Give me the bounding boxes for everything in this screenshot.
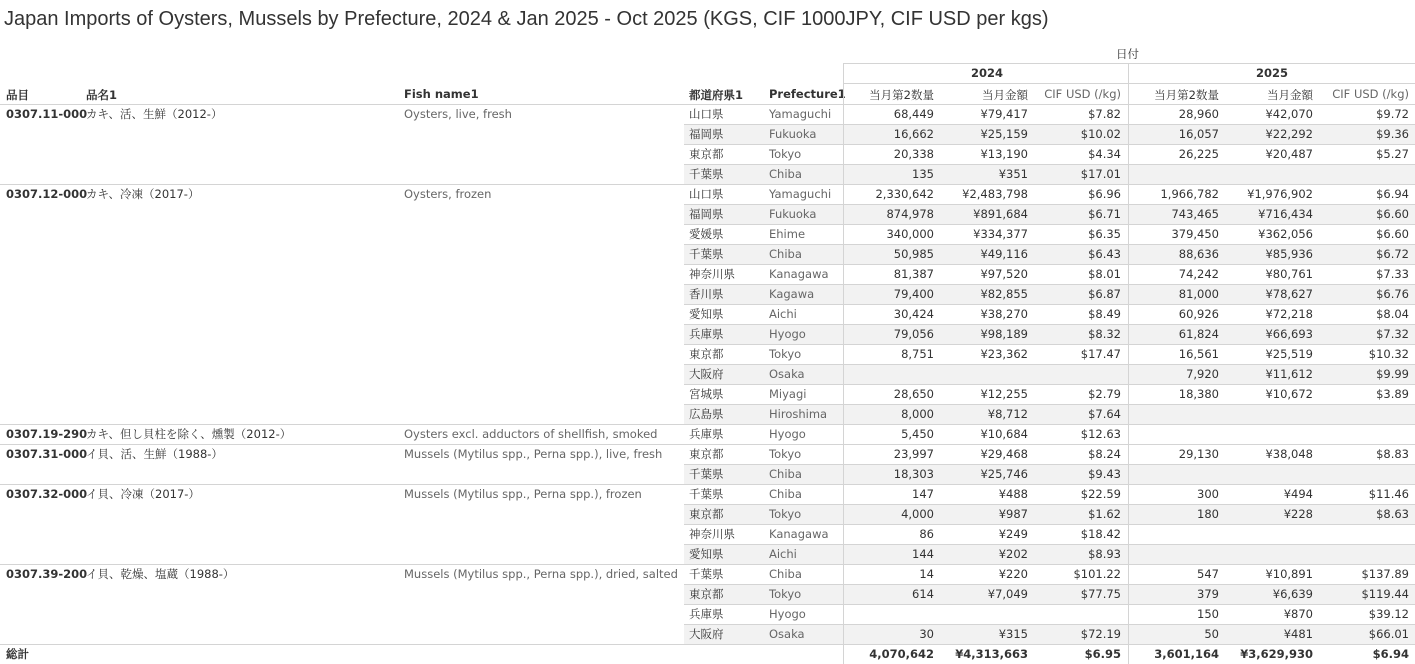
qty-2025: [1129, 424, 1219, 444]
amount-2024: ¥82,855: [980, 287, 1028, 301]
usd-per-kg-2024: $6.43: [1088, 247, 1121, 261]
column-separator-2025: [1128, 63, 1129, 664]
usd-per-kg-2025: $119.44: [1361, 587, 1409, 601]
amount-2024: ¥334,377: [973, 227, 1028, 241]
header-divider-mid: [844, 83, 1415, 84]
prefecture-en: Aichi: [769, 547, 797, 561]
year-2024-header: 2024: [971, 66, 1004, 80]
usd-per-kg-2024: $10.02: [1080, 127, 1121, 141]
amount-2025: ¥38,048: [1265, 447, 1313, 461]
row-divider: [684, 344, 1415, 345]
prefecture-jp: 福岡県: [689, 207, 724, 221]
amount-2025: ¥1,976,902: [1247, 187, 1313, 201]
usd-per-kg-2024: $9.43: [1088, 467, 1121, 481]
usd-per-kg-2025: $9.36: [1376, 127, 1409, 141]
row-divider: [684, 324, 1415, 325]
amount-2025: [1219, 524, 1313, 544]
qty-2025: 1,966,782: [1160, 187, 1219, 201]
prefecture-en: Fukuoka: [769, 127, 817, 141]
qty-2025: 88,636: [1178, 247, 1219, 261]
column-header-name[interactable]: 品名1: [86, 88, 118, 102]
usd-per-kg-2025: $6.60: [1376, 207, 1409, 221]
qty-2025: 547: [1197, 567, 1219, 581]
usd-per-kg-2025: $6.72: [1376, 247, 1409, 261]
prefecture-en: Tokyo: [769, 147, 802, 161]
prefecture-jp: 兵庫県: [689, 327, 724, 341]
qty-2024: [844, 604, 934, 624]
amount-2024: ¥7,049: [987, 587, 1028, 601]
usd-per-kg-2024: $12.63: [1080, 427, 1121, 441]
amount-2025: ¥72,218: [1265, 307, 1313, 321]
total-amount-2025: ¥3,629,930: [1240, 647, 1313, 661]
fish-name: Mussels (Mytilus spp., Perna spp.), frozen: [404, 487, 642, 501]
amount-2024: ¥13,190: [980, 147, 1028, 161]
qty-2024: 50,985: [893, 247, 934, 261]
usd-per-kg-2025: [1313, 464, 1409, 484]
amount-2025: ¥22,292: [1265, 127, 1313, 141]
column-header-amt-2024[interactable]: 当月金額: [982, 88, 1028, 102]
usd-per-kg-2024: $7.82: [1088, 107, 1121, 121]
total-usd-2024: $6.95: [1084, 647, 1121, 661]
usd-per-kg-2024: [1028, 364, 1121, 384]
qty-2024: 23,997: [893, 447, 934, 461]
qty-2025: [1129, 544, 1219, 564]
usd-per-kg-2025: $7.33: [1376, 267, 1409, 281]
usd-per-kg-2024: $101.22: [1073, 567, 1121, 581]
qty-2024: 20,338: [893, 147, 934, 161]
row-divider: [684, 464, 1415, 465]
qty-2025: 60,926: [1178, 307, 1219, 321]
amount-2024: ¥25,746: [980, 467, 1028, 481]
qty-2025: 300: [1197, 487, 1219, 501]
fish-name: Mussels (Mytilus spp., Perna spp.), live, fresh: [404, 447, 663, 461]
page-title: Japan Imports of Oysters, Mussels by Prefecture, 2024 & Jan 2025 - Oct 2025 (KGS, CIF 1000JPY, CIF USD per kgs): [4, 8, 1049, 30]
usd-per-kg-2024: $6.71: [1088, 207, 1121, 221]
qty-2024: 144: [912, 547, 934, 561]
usd-per-kg-2025: [1313, 404, 1409, 424]
amount-2024: [934, 604, 1028, 624]
amount-2024: ¥25,159: [980, 127, 1028, 141]
row-divider: [684, 624, 1415, 625]
qty-2025: 379,450: [1171, 227, 1219, 241]
qty-2024: 14: [919, 567, 934, 581]
usd-per-kg-2025: $39.12: [1368, 607, 1409, 621]
qty-2024: 5,450: [901, 427, 934, 441]
row-divider: [684, 544, 1415, 545]
prefecture-jp: 香川県: [689, 287, 724, 301]
prefecture-jp: 東京都: [689, 347, 724, 361]
column-header-qty-2025[interactable]: 当月第2数量: [1154, 88, 1219, 102]
usd-per-kg-2025: $11.46: [1368, 487, 1409, 501]
amount-2024: ¥23,362: [980, 347, 1028, 361]
qty-2025: 16,057: [1178, 127, 1219, 141]
row-divider: [684, 264, 1415, 265]
prefecture-jp: 愛知県: [689, 547, 724, 561]
amount-2025: ¥870: [1283, 607, 1313, 621]
prefecture-en: Chiba: [769, 487, 802, 501]
prefecture-en: Hiroshima: [769, 407, 828, 421]
amount-2024: ¥202: [998, 547, 1028, 561]
amount-2025: ¥25,519: [1265, 347, 1313, 361]
row-divider: [684, 284, 1415, 285]
prefecture-en: Osaka: [769, 627, 805, 641]
row-divider: [684, 404, 1415, 405]
total-qty-2025: 3,601,164: [1154, 647, 1219, 661]
prefecture-en: Fukuoka: [769, 207, 817, 221]
column-header-pref-en[interactable]: Prefecture1: [769, 87, 846, 101]
total-amount-2024: ¥4,313,663: [955, 647, 1028, 661]
date-header: 日付: [1116, 47, 1139, 61]
amount-2025: ¥42,070: [1265, 107, 1313, 121]
usd-per-kg-2024: $22.59: [1080, 487, 1121, 501]
prefecture-en: Tokyo: [769, 447, 802, 461]
usd-per-kg-2024: $6.96: [1088, 187, 1121, 201]
amount-2025: ¥10,672: [1265, 387, 1313, 401]
amount-2025: ¥481: [1283, 627, 1313, 641]
qty-2025: 26,225: [1178, 147, 1219, 161]
row-divider: [684, 144, 1415, 145]
qty-2024: 79,056: [893, 327, 934, 341]
amount-2024: ¥8,712: [987, 407, 1028, 421]
amount-2025: ¥10,891: [1265, 567, 1313, 581]
qty-2025: [1129, 524, 1219, 544]
qty-2024: 28,650: [893, 387, 934, 401]
usd-per-kg-2025: $8.04: [1376, 307, 1409, 321]
prefecture-jp: 千葉県: [689, 247, 724, 261]
prefecture-jp: 東京都: [689, 507, 724, 521]
usd-per-kg-2024: [1028, 604, 1121, 624]
usd-per-kg-2024: $8.93: [1088, 547, 1121, 561]
item-code: 0307.11-000: [6, 107, 88, 121]
amount-2025: ¥85,936: [1265, 247, 1313, 261]
prefecture-jp: 千葉県: [689, 487, 724, 501]
amount-2025: ¥11,612: [1265, 367, 1313, 381]
row-divider: [684, 164, 1415, 165]
column-header-item[interactable]: 品目: [6, 88, 29, 102]
prefecture-jp: 兵庫県: [689, 427, 724, 441]
usd-per-kg-2025: $8.83: [1376, 447, 1409, 461]
prefecture-jp: 神奈川県: [689, 267, 735, 281]
prefecture-en: Hyogo: [769, 427, 806, 441]
usd-per-kg-2024: $8.49: [1088, 307, 1121, 321]
row-divider: [684, 364, 1415, 365]
amount-2025: [1219, 164, 1313, 184]
prefecture-en: Miyagi: [769, 387, 807, 401]
prefecture-en: Kagawa: [769, 287, 815, 301]
prefecture-en: Yamaguchi: [769, 187, 832, 201]
prefecture-en: Chiba: [769, 167, 802, 181]
total-qty-2024: 4,070,642: [869, 647, 934, 661]
amount-2024: ¥79,417: [980, 107, 1028, 121]
prefecture-en: Tokyo: [769, 507, 802, 521]
amount-2024: ¥987: [998, 507, 1028, 521]
prefecture-jp: 愛媛県: [689, 227, 724, 241]
amount-2024: ¥38,270: [980, 307, 1028, 321]
amount-2025: ¥66,693: [1265, 327, 1313, 341]
usd-per-kg-2024: $6.87: [1088, 287, 1121, 301]
usd-per-kg-2024: $1.62: [1088, 507, 1121, 521]
prefecture-jp: 山口県: [689, 107, 724, 121]
usd-per-kg-2025: $9.72: [1376, 107, 1409, 121]
fish-name: Oysters, live, fresh: [404, 107, 512, 121]
qty-2024: 147: [912, 487, 934, 501]
usd-per-kg-2024: $8.32: [1088, 327, 1121, 341]
qty-2025: 379: [1197, 587, 1219, 601]
qty-2024: 16,662: [893, 127, 934, 141]
row-divider: [684, 204, 1415, 205]
prefecture-jp: 東京都: [689, 447, 724, 461]
prefecture-jp: 山口県: [689, 187, 724, 201]
amount-2024: ¥49,116: [980, 247, 1028, 261]
prefecture-jp: 千葉県: [689, 467, 724, 481]
prefecture-jp: 広島県: [689, 407, 724, 421]
item-name: イ貝、冷凍（2017-）: [86, 487, 200, 501]
column-header-fish[interactable]: Fish name1: [404, 87, 479, 101]
qty-2024: 874,978: [886, 207, 934, 221]
usd-per-kg-2025: [1313, 524, 1409, 544]
qty-2025: 180: [1197, 507, 1219, 521]
prefecture-en: Yamaguchi: [769, 107, 832, 121]
fish-name: Mussels (Mytilus spp., Perna spp.), dried, salted: [404, 567, 678, 581]
year-2025-header: 2025: [1256, 66, 1289, 80]
prefecture-en: Chiba: [769, 247, 802, 261]
usd-per-kg-2025: [1313, 544, 1409, 564]
qty-2024: 614: [912, 587, 934, 601]
prefecture-jp: 神奈川県: [689, 527, 735, 541]
amount-2024: ¥220: [998, 567, 1028, 581]
row-divider: [684, 124, 1415, 125]
prefecture-jp: 千葉県: [689, 567, 724, 581]
usd-per-kg-2025: $3.89: [1376, 387, 1409, 401]
qty-2024: 30,424: [893, 307, 934, 321]
qty-2024: 135: [912, 167, 934, 181]
prefecture-en: Chiba: [769, 467, 802, 481]
usd-per-kg-2025: $9.99: [1376, 367, 1409, 381]
row-divider: [684, 524, 1415, 525]
qty-2024: 8,751: [901, 347, 934, 361]
qty-2024: 2,330,642: [875, 187, 934, 201]
qty-2025: 50: [1204, 627, 1219, 641]
prefecture-jp: 宮城県: [689, 387, 724, 401]
qty-2024: 18,303: [893, 467, 934, 481]
prefecture-en: Chiba: [769, 567, 802, 581]
usd-per-kg-2025: $6.94: [1376, 187, 1409, 201]
usd-per-kg-2024: $8.24: [1088, 447, 1121, 461]
item-code: 0307.32-000: [6, 487, 88, 501]
amount-2025: ¥20,487: [1265, 147, 1313, 161]
header-divider-top: [844, 63, 1415, 64]
usd-per-kg-2024: $4.34: [1088, 147, 1121, 161]
qty-2024: 81,387: [893, 267, 934, 281]
qty-2025: 18,380: [1178, 387, 1219, 401]
prefecture-jp: 福岡県: [689, 127, 724, 141]
usd-per-kg-2025: $137.89: [1361, 567, 1409, 581]
prefecture-en: Tokyo: [769, 587, 802, 601]
item-code: 0307.39-200: [6, 567, 88, 581]
qty-2025: 29,130: [1178, 447, 1219, 461]
amount-2024: ¥12,255: [980, 387, 1028, 401]
usd-per-kg-2024: $17.47: [1080, 347, 1121, 361]
prefecture-jp: 兵庫県: [689, 607, 724, 621]
amount-2025: [1219, 404, 1313, 424]
usd-per-kg-2024: $72.19: [1080, 627, 1121, 641]
prefecture-en: Kanagawa: [769, 267, 829, 281]
usd-per-kg-2025: [1313, 424, 1409, 444]
column-header-usd-2025[interactable]: CIF USD (/kg): [1332, 87, 1409, 101]
column-header-usd-2024[interactable]: CIF USD (/kg): [1044, 87, 1121, 101]
amount-2024: ¥315: [998, 627, 1028, 641]
qty-2025: [1129, 404, 1219, 424]
row-divider: [684, 504, 1415, 505]
row-divider: [684, 604, 1415, 605]
usd-per-kg-2024: $18.42: [1080, 527, 1121, 541]
prefecture-jp: 東京都: [689, 147, 724, 161]
amount-2025: ¥6,639: [1272, 587, 1313, 601]
qty-2025: [1129, 464, 1219, 484]
qty-2025: 61,824: [1178, 327, 1219, 341]
qty-2024: 8,000: [901, 407, 934, 421]
amount-2025: ¥716,434: [1258, 207, 1313, 221]
amount-2024: ¥10,684: [980, 427, 1028, 441]
item-name: カキ、但し貝柱を除く、燻製（2012-）: [86, 427, 292, 441]
row-divider: [684, 224, 1415, 225]
amount-2025: ¥80,761: [1265, 267, 1313, 281]
column-header-amt-2025[interactable]: 当月金額: [1267, 88, 1313, 102]
amount-2025: ¥362,056: [1258, 227, 1313, 241]
row-divider: [684, 584, 1415, 585]
qty-2024: 340,000: [886, 227, 934, 241]
item-code: 0307.12-000: [6, 187, 88, 201]
prefecture-en: Hyogo: [769, 607, 806, 621]
qty-2025: 81,000: [1178, 287, 1219, 301]
usd-per-kg-2025: $8.63: [1376, 507, 1409, 521]
amount-2024: ¥249: [998, 527, 1028, 541]
row-divider: [684, 304, 1415, 305]
qty-2025: 16,561: [1178, 347, 1219, 361]
usd-per-kg-2025: $6.60: [1376, 227, 1409, 241]
usd-per-kg-2025: $6.76: [1376, 287, 1409, 301]
usd-per-kg-2025: $5.27: [1376, 147, 1409, 161]
column-header-qty-2024[interactable]: 当月第2数量: [869, 88, 934, 102]
usd-per-kg-2024: $77.75: [1080, 587, 1121, 601]
qty-2024: [844, 364, 934, 384]
item-name: カキ、活、生鮮（2012-）: [86, 107, 223, 121]
prefecture-jp: 大阪府: [689, 627, 724, 641]
qty-2025: 150: [1197, 607, 1219, 621]
amount-2024: ¥98,189: [980, 327, 1028, 341]
prefecture-jp: 東京都: [689, 587, 724, 601]
prefecture-en: Kanagawa: [769, 527, 829, 541]
amount-2025: ¥494: [1283, 487, 1313, 501]
item-code: 0307.19-290: [6, 427, 88, 441]
prefecture-en: Aichi: [769, 307, 797, 321]
prefecture-en: Osaka: [769, 367, 805, 381]
prefecture-en: Ehime: [769, 227, 806, 241]
prefecture-jp: 愛知県: [689, 307, 724, 321]
qty-2025: 28,960: [1178, 107, 1219, 121]
amount-2024: [934, 364, 1028, 384]
amount-2024: ¥29,468: [980, 447, 1028, 461]
amount-2024: ¥351: [998, 167, 1028, 181]
usd-per-kg-2024: $6.35: [1088, 227, 1121, 241]
usd-per-kg-2025: [1313, 164, 1409, 184]
usd-per-kg-2024: $17.01: [1080, 167, 1121, 181]
qty-2024: 68,449: [893, 107, 934, 121]
prefecture-jp: 大阪府: [689, 367, 724, 381]
fish-name: Oysters, frozen: [404, 187, 492, 201]
qty-2025: 743,465: [1171, 207, 1219, 221]
item-name: イ貝、活、生鮮（1988-）: [86, 447, 223, 461]
amount-2024: ¥488: [998, 487, 1028, 501]
amount-2024: ¥97,520: [980, 267, 1028, 281]
total-usd-2025: $6.94: [1372, 647, 1409, 661]
usd-per-kg-2024: $7.64: [1088, 407, 1121, 421]
qty-2024: 79,400: [893, 287, 934, 301]
amount-2025: ¥228: [1283, 507, 1313, 521]
prefecture-en: Tokyo: [769, 347, 802, 361]
amount-2025: ¥78,627: [1265, 287, 1313, 301]
qty-2024: 4,000: [901, 507, 934, 521]
usd-per-kg-2024: $8.01: [1088, 267, 1121, 281]
item-code: 0307.31-000: [6, 447, 88, 461]
amount-2024: ¥2,483,798: [962, 187, 1028, 201]
qty-2024: 86: [919, 527, 934, 541]
qty-2025: 7,920: [1186, 367, 1219, 381]
amount-2025: [1219, 424, 1313, 444]
fish-name: Oysters excl. adductors of shellfish, smoked: [404, 427, 658, 441]
amount-2025: [1219, 464, 1313, 484]
qty-2024: 30: [919, 627, 934, 641]
item-name: カキ、冷凍（2017-）: [86, 187, 200, 201]
qty-2025: 74,242: [1178, 267, 1219, 281]
usd-per-kg-2025: $7.32: [1376, 327, 1409, 341]
column-header-pref-jp[interactable]: 都道府県1: [689, 88, 744, 102]
amount-2025: [1219, 544, 1313, 564]
item-name: イ貝、乾燥、塩蔵（1988-）: [86, 567, 235, 581]
prefecture-jp: 千葉県: [689, 167, 724, 181]
row-divider: [684, 244, 1415, 245]
usd-per-kg-2025: $66.01: [1368, 627, 1409, 641]
usd-per-kg-2024: $2.79: [1088, 387, 1121, 401]
qty-2025: [1129, 164, 1219, 184]
amount-2024: ¥891,684: [973, 207, 1028, 221]
grand-total-label: 総計: [6, 647, 29, 661]
column-separator-2024: [843, 63, 844, 664]
row-divider: [684, 384, 1415, 385]
prefecture-en: Hyogo: [769, 327, 806, 341]
usd-per-kg-2025: $10.32: [1368, 347, 1409, 361]
